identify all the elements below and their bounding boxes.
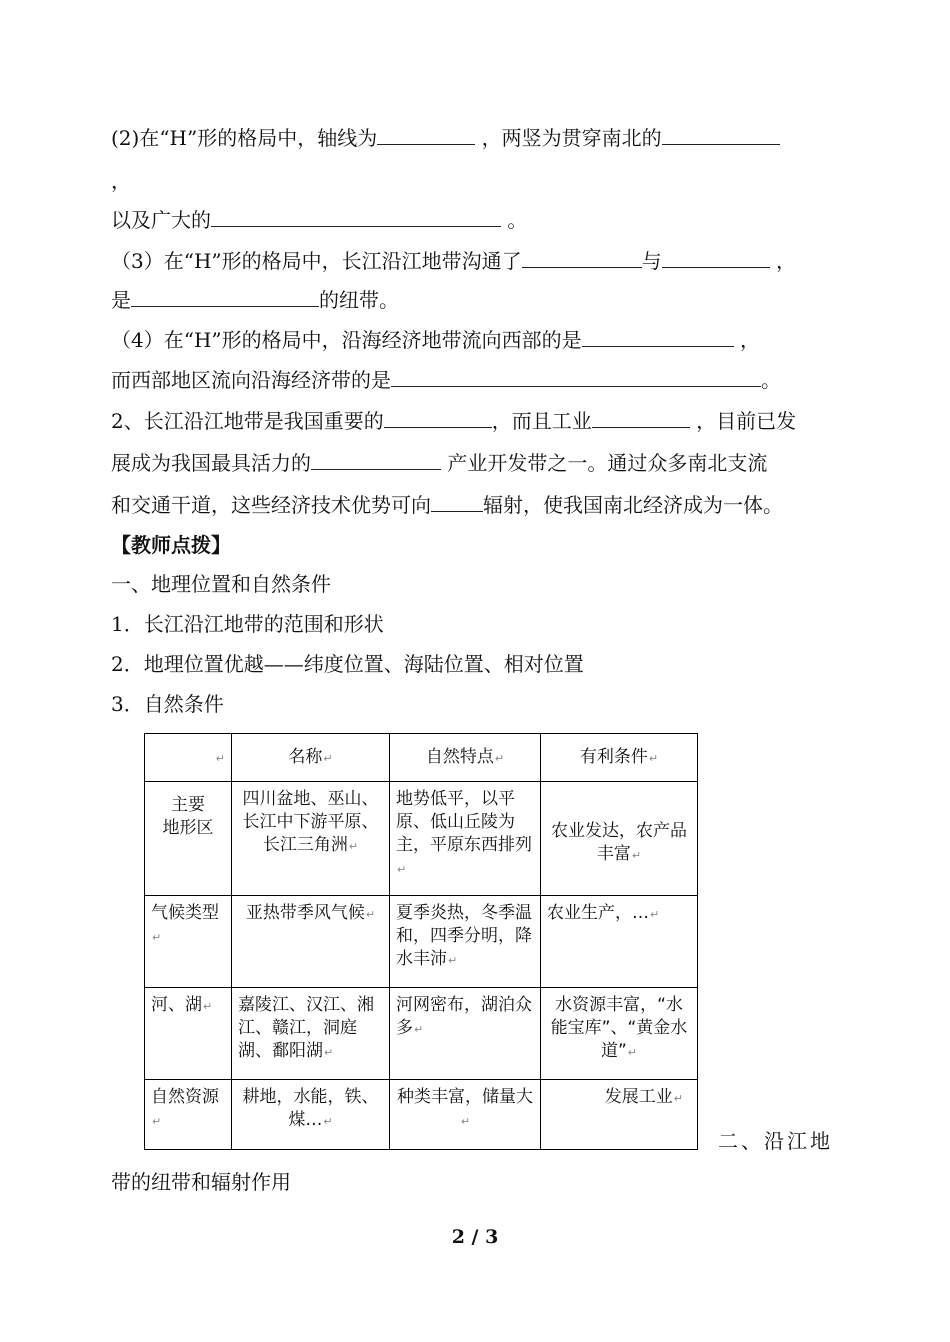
table-cell: 四川盆地、巫山、长江中下游平原、长江三角洲↵ [232,782,390,896]
table-cell: 气候类型↵ [145,896,232,988]
table-cell: 农业发达，农产品丰富↵ [541,782,698,896]
table-cell: 种类丰富，储量大↵ [390,1080,541,1150]
table-cell: 耕地，水能，铁、煤…↵ [232,1080,390,1150]
table-header-cell: 自然特点↵ [390,734,541,782]
q3-line-1: （3）在“H”形的格局中，长江沿江地带沟通了 与 ， [111,249,796,273]
q2-blank-vertical [662,126,780,145]
table-header-cell: 有利条件↵ [541,734,698,782]
table-cell: 发展工业↵ [541,1080,698,1150]
item2-blank-2 [592,409,690,428]
table-cell: 地势低平，以平原、低山丘陵为主，平原东西排列↵ [390,782,541,896]
q2-text-b: ，两竖为贯穿南北的 [481,126,662,150]
table-header-cell: ↵ [145,734,232,782]
natural-conditions-table [144,733,698,1150]
section-one-title: 一、地理位置和自然条件 [111,572,331,596]
q4-line-1: （4）在“H”形的格局中，沿海经济地带流向西部的是 ， [111,328,760,352]
table-cell: 嘉陵江、汉江、湘江、赣江，洞庭湖、鄱阳湖↵ [232,988,390,1080]
q3-blank-3 [131,288,319,307]
table-row [145,988,698,1080]
table-cell: 水资源丰富，“水能宝库”、“黄金水道”↵ [541,988,698,1080]
q3-line-2: 是 的纽带。 [111,288,399,312]
section-two-title-start: 二、沿江地 [718,1129,833,1153]
q2-blank-axis [377,126,475,145]
table-cell: 自然资源↵ [145,1080,232,1150]
item2-blank-3 [311,451,441,470]
section-two-title-end: 带的纽带和辐射作用 [111,1170,291,1194]
item2-line-1: 2、长江沿江地带是我国重要的 ，而且工业 ，目前已发 [111,409,797,433]
table-cell: 亚热带季风气候↵ [232,896,390,988]
q2-blank-region [211,208,501,227]
item2-blank-1 [384,409,492,428]
q2-line-2: 以及广大的 。 [111,208,528,232]
teacher-guide-heading: 【教师点拨】 [111,533,231,557]
outline-point-3: 3．自然条件 [111,692,224,716]
table-cell: 河、湖↵ [145,988,232,1080]
q4-blank-2 [391,368,761,387]
table-cell: 夏季炎热，冬季温和，四季分明，降水丰沛↵ [390,896,541,988]
table-cell: 主要 地形区 [145,782,232,896]
page-number: 2 / 3 [451,1226,499,1248]
outline-point-2: 2．地理位置优越——纬度位置、海陆位置、相对位置 [111,652,584,676]
item2-line-3: 和交通干道，这些经济技术优势可向 辐射，使我国南北经济成为一体。 [111,493,783,517]
table-header-cell: 名称↵ [232,734,390,782]
q4-blank-1 [582,328,734,347]
table-header-row [145,734,698,782]
table-row [145,1080,698,1150]
item2-blank-4 [431,493,483,512]
table-cell: 农业生产，…↵ [541,896,698,988]
table-row [145,896,698,988]
q3-blank-1 [522,249,642,268]
table-row [145,782,698,896]
item2-line-2: 展成为我国最具活力的 产业开发带之一。通过众多南北支流 [111,451,768,475]
q2-text-c: 以及广大的 [111,208,211,232]
q3-blank-2 [662,249,770,268]
table-cell: 河网密布，湖泊众多↵ [390,988,541,1080]
outline-point-1: 1．长江沿江地带的范围和形状 [111,612,384,636]
q2-comma: ， [111,169,131,193]
q2-line-1 [111,126,780,150]
q4-line-2: 而西部地区流向沿海经济带的是 。 [111,368,781,392]
q2-text-a: (2)在“H”形的格局中，轴线为 [111,126,378,150]
